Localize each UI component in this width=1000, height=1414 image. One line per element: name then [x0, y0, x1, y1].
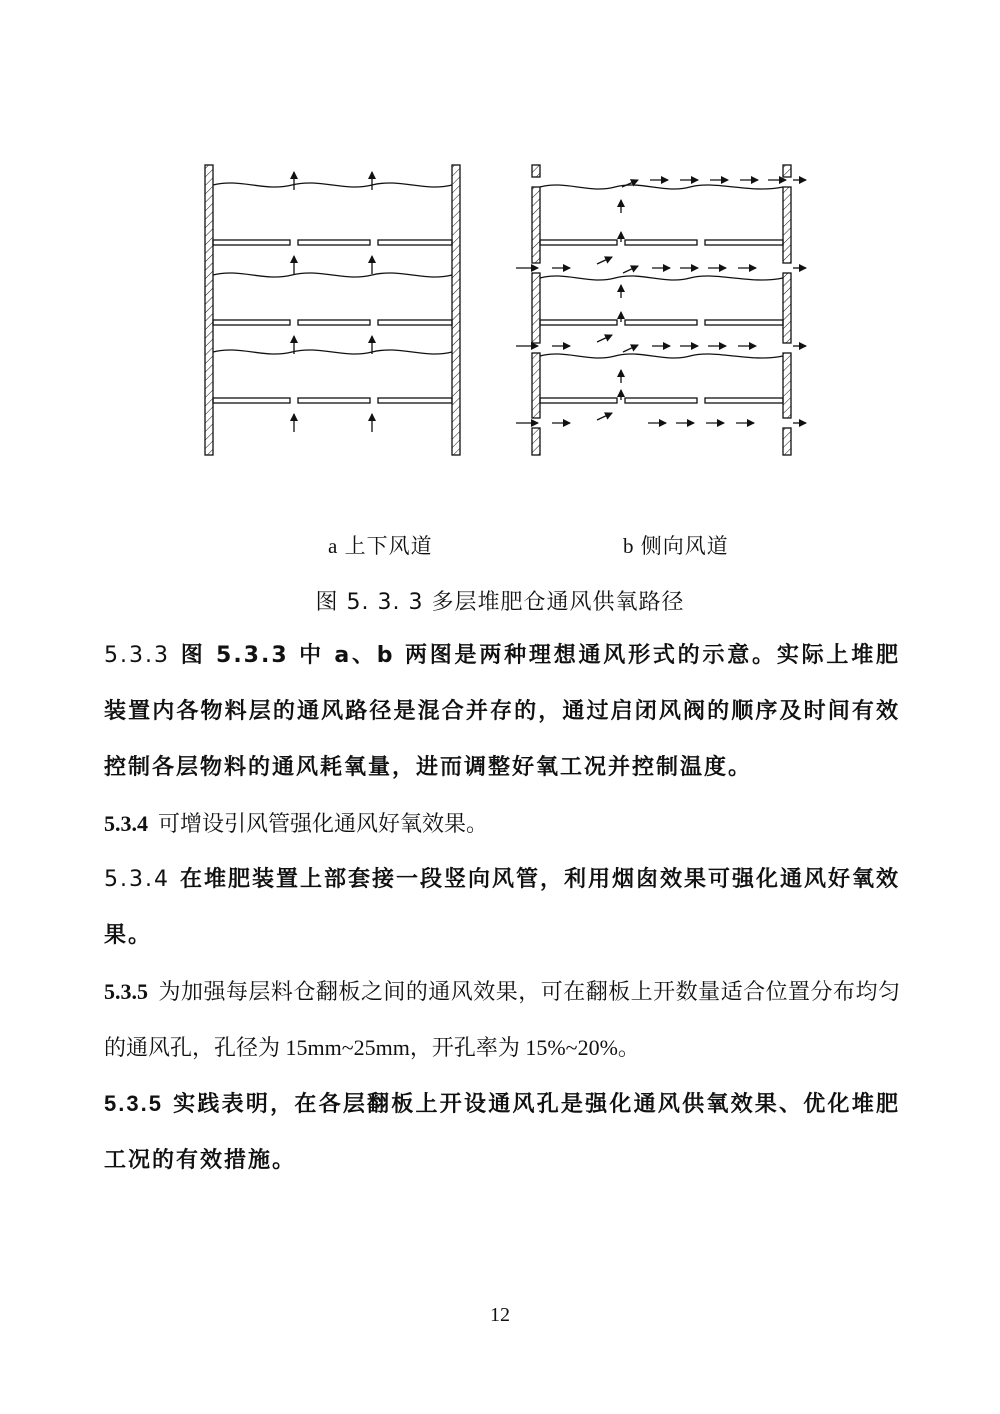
commentary-5-3-3	[104, 628, 900, 796]
right-wall-a	[452, 165, 460, 455]
figure-title: 图 5. 3. 3 多层堆肥仓通风供氧路径	[315, 590, 685, 615]
commentary-5-3-5	[104, 1076, 900, 1189]
material-surfaces-a	[213, 183, 452, 354]
paragraph-text: 实践表明，在各层翻板上开设通风孔是强化通风供氧效果、优化堆肥工况的有效措施。	[104, 1092, 900, 1173]
paragraph-text: 图 5.3.3 中 a、b 两图是两种理想通风形式的示意。实际上堆肥装置内各物料层的通风路径是混合并存的，通过启闭风阀的顺序及时间有效控制各层物料的通风耗氧量，进而调整好氧工况并控制温度。	[104, 643, 900, 780]
airflow-arrows-a	[294, 172, 372, 432]
material-surfaces-b	[540, 185, 783, 358]
left-wall-b	[532, 165, 540, 455]
paragraph-text: 为加强每层料仓翻板之间的通风效果，可在翻板上开数量适合位置分布均匀的通风孔，孔径为 15mm~25mm，开孔率为 15%~20%。	[104, 979, 900, 1060]
flip-plates-a	[213, 240, 452, 403]
paragraph-text: 在堆肥装置上部套接一段竖向风管，利用烟囱效果可强化通风好氧效果。	[104, 867, 900, 948]
left-wall-a	[205, 165, 213, 455]
diagram-b	[516, 165, 806, 455]
clause-number: 5.3.4	[104, 867, 170, 892]
airflow-arrows-b	[516, 180, 806, 423]
caption-b: b 侧向风道	[623, 534, 729, 558]
clause-number: 5.3.5	[104, 1091, 163, 1116]
caption-a: a 上下风道	[328, 534, 433, 558]
page-number: 12	[490, 1304, 510, 1326]
clause-5-3-4	[104, 796, 900, 852]
paragraph-text: 可增设引风管强化通风好氧效果。	[158, 811, 489, 836]
clause-number: 5.3.4	[104, 811, 148, 836]
right-wall-b	[783, 165, 791, 455]
ventilation-diagram	[0, 0, 1000, 520]
clause-number: 5.3.3	[104, 643, 170, 668]
flip-plates-b	[540, 240, 783, 403]
commentary-5-3-4	[104, 852, 900, 964]
clause-number: 5.3.5	[104, 979, 148, 1004]
diagram-a	[205, 165, 460, 455]
clause-5-3-5	[104, 964, 900, 1076]
